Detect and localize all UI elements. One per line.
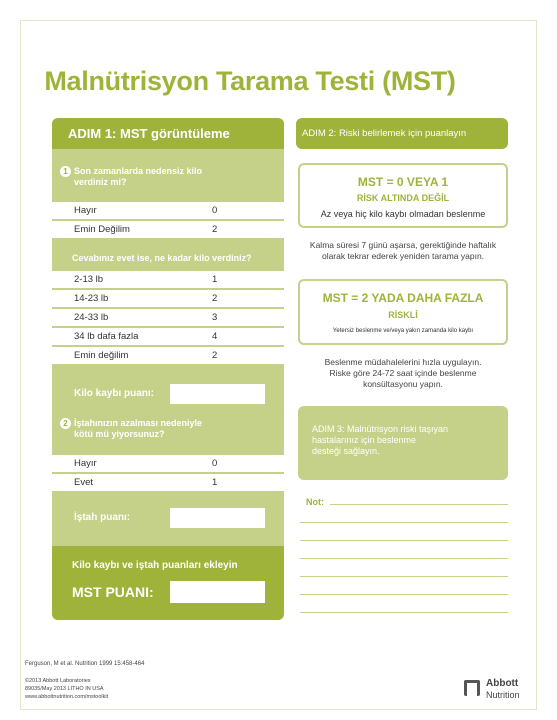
step1-panel — [52, 118, 284, 620]
step3-panel — [298, 406, 508, 480]
print-code: 89035/May 2013 LITHO IN USA — [25, 686, 104, 692]
table-row[interactable] — [52, 347, 284, 365]
answer-score: 1 — [212, 477, 218, 488]
notes-label: Not: — [306, 497, 324, 507]
page-title: Malnütrisyon Tarama Testi (MST) — [44, 66, 456, 96]
add-scores-instruction: Kilo kaybı ve iştah puanları ekleyin — [72, 560, 238, 571]
answer-score: 4 — [212, 331, 218, 342]
question-2 — [60, 418, 202, 440]
table-row[interactable] — [52, 474, 284, 492]
at-risk-title: MST = 2 YADA DAHA FAZLA — [322, 291, 484, 305]
notes-line[interactable] — [300, 576, 508, 577]
step3-line2: hastalarınız için beslenme — [312, 435, 417, 445]
answer-label: 14-23 lb — [74, 293, 109, 304]
appetite-score-label: İştah puanı: — [74, 512, 131, 523]
table-row[interactable] — [52, 271, 284, 289]
answer-score: 0 — [212, 458, 218, 469]
notes-line[interactable] — [300, 540, 508, 541]
answer-score: 2 — [212, 224, 218, 235]
answer-score: 2 — [212, 350, 218, 361]
not-at-risk-subtitle: RİSK ALTINDA DEĞİL — [356, 193, 450, 203]
answer-label: 34 lb dafa fazla — [74, 331, 139, 342]
appetite-score-input[interactable] — [170, 508, 265, 528]
intervention-line2: Riske göre 24-72 saat içinde beslenme — [329, 368, 477, 378]
step3-text — [312, 424, 497, 457]
logo-brand: Abbott — [486, 678, 519, 689]
table-row[interactable] — [52, 221, 284, 239]
website: www.abbottnutrition.com/mstoolkit — [25, 694, 109, 700]
question-1-line1: Son zamanlarda nedensiz kilo — [74, 166, 203, 176]
abbott-mark-icon — [464, 680, 480, 696]
question-1-line2: verdiniz mi? — [74, 177, 127, 187]
answer-score: 0 — [212, 205, 218, 216]
answer-score: 2 — [212, 293, 218, 304]
at-risk-subtitle: RİSKLİ — [388, 310, 418, 320]
answer-label: 2-13 lb — [74, 274, 104, 285]
table-row[interactable] — [52, 309, 284, 327]
notes-line[interactable] — [300, 558, 508, 559]
not-at-risk-description: Az veya hiç kilo kaybı olmadan beslenme — [320, 209, 486, 219]
step1-header: ADIM 1: MST görüntüleme — [52, 118, 284, 149]
answer-label: Evet — [74, 477, 94, 488]
question-1-number-icon: 1 — [60, 166, 71, 177]
notes-line[interactable] — [300, 612, 508, 613]
answer-label: Hayır — [74, 458, 97, 469]
logo-division: Nutrition — [486, 690, 520, 700]
intervention-instruction — [298, 357, 508, 390]
abbott-logo — [464, 678, 526, 704]
not-at-risk-box — [298, 163, 508, 228]
question-1-subquestion: Cevabınız evet ise, ne kadar kilo verdiniz? — [72, 253, 252, 263]
answer-label: Emin Değilim — [74, 224, 130, 235]
copyright: ©2013 Abbott Laboratories — [25, 678, 91, 684]
question-1 — [60, 166, 202, 188]
table-row[interactable] — [52, 290, 284, 308]
table-row[interactable] — [52, 455, 284, 473]
not-at-risk-title: MST = 0 VEYA 1 — [357, 175, 449, 189]
answer-label: Hayır — [74, 205, 97, 216]
step2-header: ADIM 2: Riski belirlemek için puanlayın — [296, 118, 508, 149]
reference-citation: Ferguson, M et al. Nutrition 1999 15:458-464 — [25, 661, 145, 667]
notes-line[interactable] — [300, 522, 508, 523]
answer-score: 3 — [212, 312, 218, 323]
mst-score-label: MST PUANI: — [72, 584, 154, 600]
table-row[interactable] — [52, 328, 284, 346]
intervention-line1: Beslenme müdahalelerini hızla uygulayın. — [324, 357, 482, 367]
answer-score: 1 — [212, 274, 218, 285]
at-risk-description: Yetersiz beslenme ve/veya yakın zamanda kilo kaybı — [332, 328, 474, 334]
table-row[interactable] — [52, 202, 284, 220]
intervention-line3: konsültasyonu yapın. — [363, 379, 443, 389]
at-risk-box — [298, 279, 508, 345]
question-2-line1: İştahınızın azalması nedeniyle — [74, 418, 203, 428]
weight-score-input[interactable] — [170, 384, 265, 404]
step3-line3: desteği sağlayın. — [312, 446, 380, 456]
step1-footer — [52, 546, 284, 620]
notes-line[interactable] — [300, 594, 508, 595]
answer-label: 24-33 lb — [74, 312, 109, 323]
answer-label: Emin değilim — [74, 350, 129, 361]
question-2-number-icon: 2 — [60, 418, 71, 429]
rescreen-line1: Kalma süresi 7 günü aşarsa, gerektiğinde haftalık — [309, 240, 497, 250]
notes-line[interactable] — [330, 504, 508, 505]
step3-line1: ADIM 3: Malnütrisyon riski taşıyan — [312, 424, 449, 434]
weight-score-label: Kilo kaybı puanı: — [74, 388, 155, 399]
rescreen-line2: olarak tekrar ederek yeniden tarama yapın. — [321, 251, 485, 261]
question-2-line2: kötü mü yiyorsunuz? — [74, 429, 165, 439]
rescreen-instruction — [298, 240, 508, 262]
mst-score-input[interactable] — [170, 581, 265, 603]
